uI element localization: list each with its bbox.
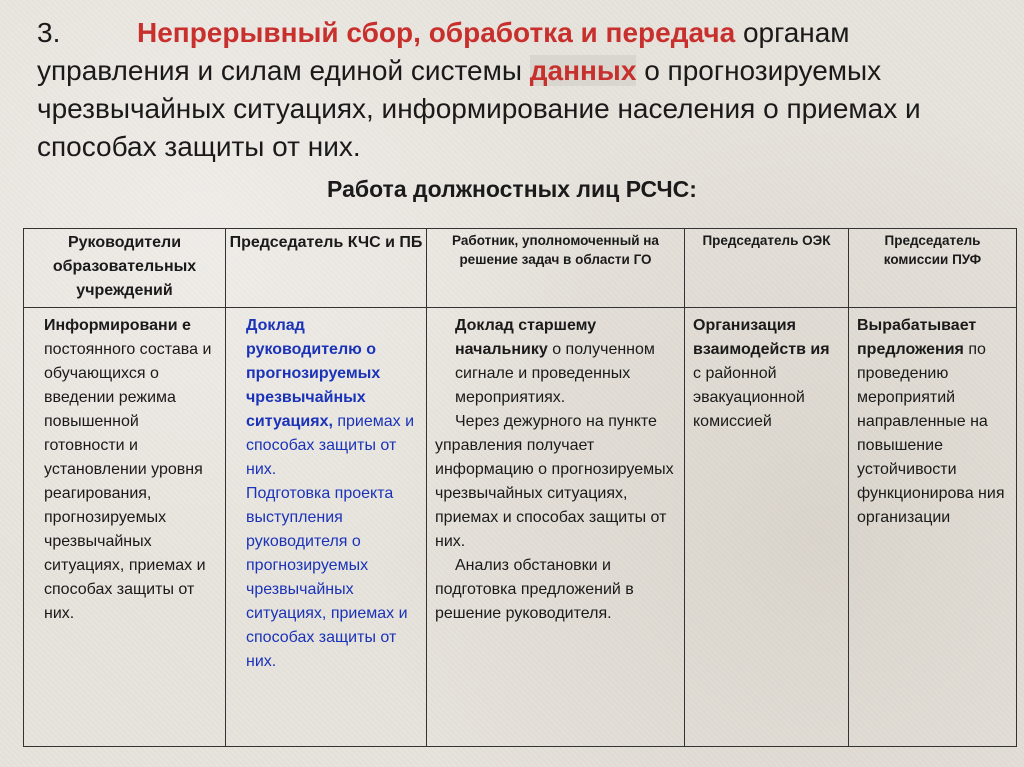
cell-bold: Доклад руководителю о прогнозируемых чрезвычайных ситуациях, — [246, 317, 381, 430]
header-cell: Работник, уполномоченный на решение задач в области ГО — [427, 229, 685, 308]
table-row — [24, 308, 1017, 747]
cell-education-heads — [24, 308, 226, 747]
heading-text-2: о прогнозируемых чрезвычайных ситуациях, информирование населения о приемах и способах защиты от них. — [37, 55, 921, 162]
cell-go-worker — [427, 308, 685, 747]
heading-text-1: органам управления и силам единой системы — [37, 17, 850, 86]
slide-heading — [37, 14, 997, 166]
cell-text: по проведению мероприятий направленные на повышение устойчивости функционирова ния организации — [857, 341, 1005, 526]
header-cell: Председатель КЧС и ПБ — [226, 229, 427, 308]
header-cell: Председатель ОЭК — [685, 229, 849, 308]
table-title: Работа должностных лиц РСЧС: — [327, 176, 697, 202]
cell-text: приемах и способах защиты от них. — [246, 605, 408, 670]
cell-bold: Информировани е — [44, 317, 191, 334]
cell-text: приемах и способах защиты от них. — [246, 413, 415, 478]
cell-puf-chair — [849, 308, 1017, 747]
item-number: 3. — [37, 17, 61, 48]
cell-oek-chair — [685, 308, 849, 747]
cell-text: о полученном сигнале и проведенных мероприятиях. — [455, 341, 655, 406]
cell-text: Через дежурного на пункте управления получает информацию о прогнозируемых чрезвычайных ситуациях, приемах и способах защиты от них. — [435, 413, 674, 550]
cell-bold: Доклад старшему начальнику — [455, 317, 597, 358]
cell-kchs-chair — [226, 308, 427, 747]
cell-text: с районной эвакуационной комиссией — [693, 365, 805, 430]
cell-bold: Организация взаимодейств ия — [693, 317, 830, 358]
cell-bold: Вырабатывает предложения — [857, 317, 977, 358]
header-cell: Председатель комиссии ПУФ — [849, 229, 1017, 308]
cell-text: постоянного состава и обучающихся о введении режима повышенной готовности и установлении уровня реагирования, прогнозируемых чрезвычайных ситуациях, приемах и способах защиты от них. — [44, 341, 212, 622]
cell-text: Подготовка проекта выступления руководителя о прогнозируемых чрезвычайных ситуациях, — [246, 485, 394, 622]
heading-red-text: Непрерывный сбор, обработка и передача — [137, 17, 736, 48]
table-header-row — [24, 229, 1017, 308]
duties-table — [23, 228, 1017, 747]
header-cell: Руководители образовательных учреждений — [24, 229, 226, 308]
heading-highlight: данных — [529, 55, 637, 86]
cell-text: Анализ обстановки и подготовка предложений в решение руководителя. — [435, 557, 634, 622]
